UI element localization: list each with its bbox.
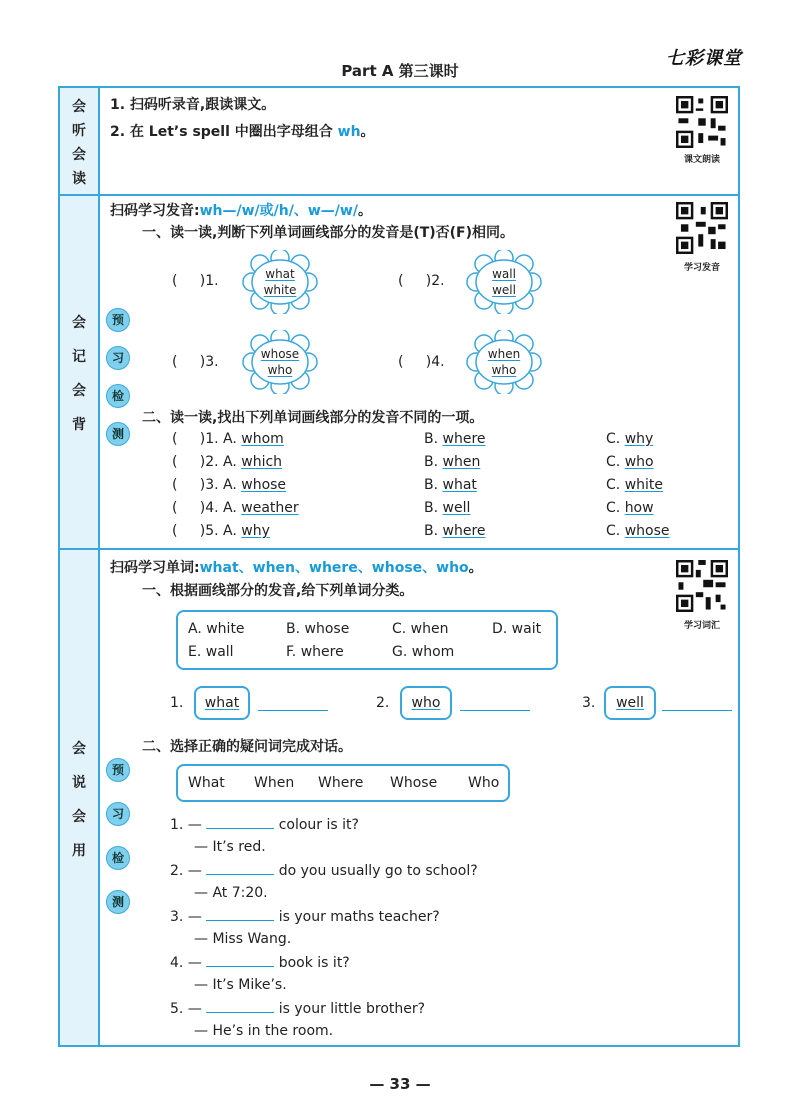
mc-option-c: C. how (606, 500, 654, 516)
mc-option-b: B. when (424, 454, 481, 470)
side-label-char: 背 (72, 417, 86, 433)
category-word: who (400, 686, 452, 720)
mc-option-b: B. where (424, 431, 486, 447)
answer-paren[interactable]: ( )3. (172, 354, 219, 370)
mc-option-b: B. what (424, 477, 477, 493)
answer-paren[interactable]: ( )4. (398, 354, 445, 370)
side-label-char: 会 (72, 315, 86, 331)
part2-title: 二、选择正确的疑问词完成对话。 (142, 739, 352, 755)
side-label-char: 会 (72, 809, 86, 825)
question-word: When (254, 775, 295, 791)
qr-code-icon[interactable] (676, 96, 728, 148)
mc-option-c: C. white (606, 477, 664, 493)
qr-code-icon[interactable] (676, 202, 728, 254)
row-divider-1 (58, 194, 740, 196)
scan-intro: 扫码学习发音:wh—/w/或/h/、w—/w/。 (110, 203, 372, 219)
dialog-blank[interactable] (206, 862, 274, 875)
dialog-answer: — It’s red. (194, 839, 266, 855)
dialog-question: 2. — do you usually go to school? (170, 863, 478, 879)
badge-test: 测 (106, 422, 130, 446)
side-panel-2 (60, 196, 98, 548)
side-label-char: 会 (72, 147, 86, 163)
badge-preview: 预 (106, 758, 130, 782)
mc-option-b: B. where (424, 523, 486, 539)
option-word: F. where (286, 644, 344, 660)
badge-check: 检 (106, 846, 130, 870)
mc-row[interactable]: ( )1. A. whom (172, 431, 284, 447)
option-word: D. wait (492, 621, 542, 637)
part1-title: 一、读一读,判断下列单词画线部分的发音是(T)否(F)相同。 (142, 225, 515, 241)
question-word: Where (318, 775, 364, 791)
badge-study: 习 (106, 802, 130, 826)
badge-test: 测 (106, 890, 130, 914)
dialog-blank[interactable] (206, 816, 274, 829)
mc-row[interactable]: ( )3. A. whose (172, 477, 287, 493)
dialog-blank[interactable] (206, 954, 274, 967)
side-label-char: 听 (72, 123, 86, 139)
mc-option-c: C. why (606, 431, 654, 447)
flower-words: wall well (492, 267, 516, 297)
category-word: what (194, 686, 250, 720)
badge-study: 习 (106, 346, 130, 370)
side-label-char: 说 (72, 775, 86, 791)
option-word: G. whom (392, 644, 455, 660)
side-label-char: 读 (72, 171, 86, 187)
page-number: — 33 — (369, 1075, 431, 1093)
dialog-blank[interactable] (206, 1000, 274, 1013)
dialog-question: 1. — colour is it? (170, 817, 359, 833)
dialog-question: 3. — is your maths teacher? (170, 909, 440, 925)
brand-logo: 七彩课堂 (666, 48, 742, 69)
category-blank[interactable] (460, 710, 530, 711)
qr-label: 课文朗读 (683, 155, 720, 165)
flower-words: what white (263, 267, 297, 297)
part2-title: 二、读一读,找出下列单词画线部分的发音不同的一项。 (142, 410, 484, 426)
mc-row[interactable]: ( )5. A. why (172, 523, 270, 539)
side-label-char: 会 (72, 741, 86, 757)
option-word: B. whose (286, 621, 350, 637)
row-divider-2 (58, 548, 740, 550)
mc-option-b: B. well (424, 500, 471, 516)
dialog-question: 4. — book is it? (170, 955, 350, 971)
question-word: What (188, 775, 225, 791)
mc-row[interactable]: ( )4. A. weather (172, 500, 299, 516)
category-word: well (604, 686, 656, 720)
badge-check: 检 (106, 384, 130, 408)
word-options-box (176, 610, 558, 670)
side-label-char: 记 (72, 349, 86, 365)
qr-label: 学习发音 (683, 263, 720, 273)
qr-label: 学习词汇 (683, 621, 720, 631)
page-title: Part A 第三课时 (341, 62, 459, 80)
part1-title: 一、根据画线部分的发音,给下列单词分类。 (142, 583, 414, 599)
scan-intro: 扫码学习单词:what、when、where、whose、who。 (110, 560, 483, 576)
instruction-1: 1. 扫码听录音,跟读课文。 (110, 97, 276, 113)
question-word: Who (468, 775, 500, 791)
dialog-answer: — It’s Mike’s. (194, 977, 287, 993)
question-word: Whose (390, 775, 438, 791)
option-word: C. when (392, 621, 449, 637)
answer-paren[interactable]: ( )2. (398, 273, 445, 289)
dialog-blank[interactable] (206, 908, 274, 921)
category-num: 2. (376, 695, 390, 711)
answer-paren[interactable]: ( )1. (172, 273, 219, 289)
dialog-question: 5. — is your little brother? (170, 1001, 426, 1017)
side-label-char: 会 (72, 99, 86, 115)
dialog-answer: — Miss Wang. (194, 931, 292, 947)
column-divider (98, 86, 100, 1047)
dialog-answer: — He’s in the room. (194, 1023, 334, 1039)
category-blank[interactable] (258, 710, 328, 711)
category-num: 1. (170, 695, 184, 711)
flower-words: when who (487, 347, 521, 377)
badge-preview: 预 (106, 308, 130, 332)
category-blank[interactable] (662, 710, 732, 711)
instruction-2: 2. 在 Let’s spell 中圈出字母组合 wh。 (110, 124, 375, 140)
mc-row[interactable]: ( )2. A. which (172, 454, 283, 470)
mc-option-c: C. who (606, 454, 654, 470)
qr-code-icon[interactable] (676, 560, 728, 612)
dialog-answer: — At 7:20. (194, 885, 268, 901)
mc-option-c: C. whose (606, 523, 670, 539)
flower-words: whose who (260, 347, 300, 377)
option-word: E. wall (188, 644, 234, 660)
side-panel-3 (60, 550, 98, 1045)
side-label-char: 会 (72, 383, 86, 399)
category-num: 3. (582, 695, 596, 711)
option-word: A. white (188, 621, 245, 637)
side-label-char: 用 (72, 843, 86, 859)
